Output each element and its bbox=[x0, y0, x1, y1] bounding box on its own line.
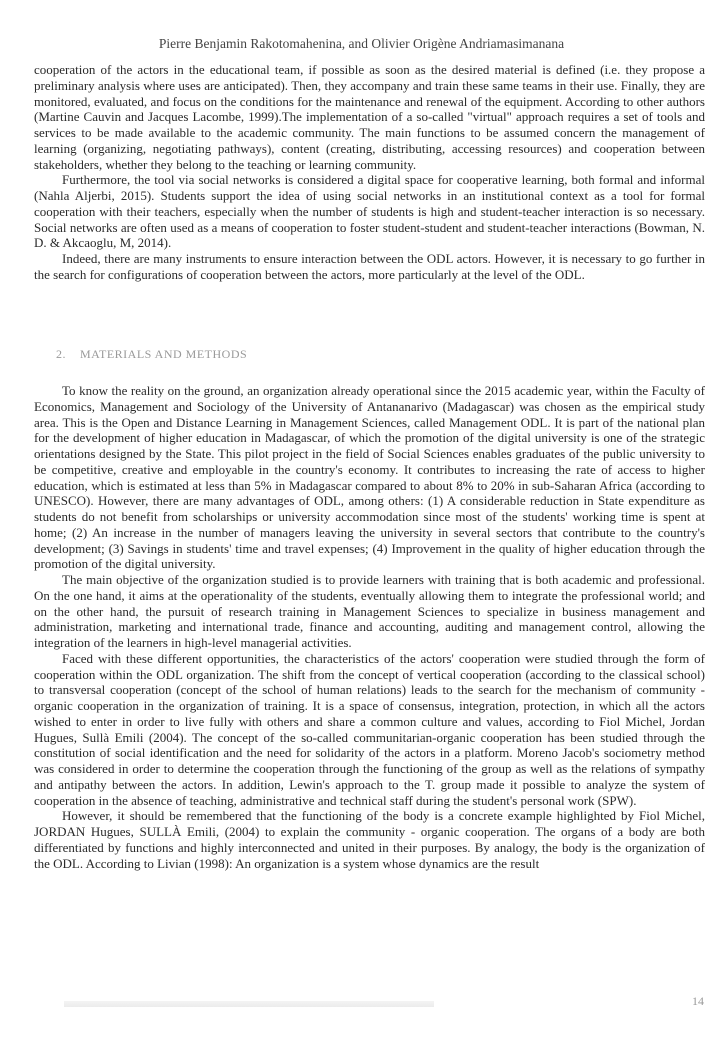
paragraph: Faced with these different opportunities, the characteristics of the actors' cooperation were studied through the form of cooperation within the ODL organization. The shift from the concept of vertical cooperation (according to the classical school) to transversal cooperation (concept of the school of human relations) leads to the search for the mechanism of community - organic cooperation in the organization of training. It is a space of consensus, integration, protection, in which all the actors wished to enter in order to live fully with others and share a common culture and values, according to Fiol Michel, Jordan Hugues, Sullà Emili (2004). The concept of the so-called communitarian-organic cooperation has been studied through the constitution of social identification and the need for solidarity of the actors in a platform. Moreno Jacob's sociometry method was considered in order to determine the cooperation through the functioning of the group as well as the relations of sympathy and antipathy between the actors. In addition, Lewin's approach to the T. group made it possible to analyze the system of cooperation in the absence of teaching, administrative and technical staff during the student's personal work (SPW). bbox=[34, 650, 705, 808]
paragraph: cooperation of the actors in the educational team, if possible as soon as the desired material is defined (i.e. they propose a preliminary analysis where uses are anticipated). Then, they accompany and train these same teams in their use. Finally, they are monitored, evaluated, and focus on the conditions for the maintenance and renewal of the equipment. According to other authors (Martine Cauvin and Jacques Lacombe, 1999).The implementation of a so-called "virtual" approach requires a set of tools and services to be made available to the academic community. The main functions to be assumed concern the management of learning (organizing, negotiating pathways), content (creating, distributing, accessing resources) and cooperation between stakeholders, whether they belong to the teaching or learning community. bbox=[34, 62, 705, 172]
section-text bbox=[34, 383, 705, 871]
section-heading bbox=[56, 347, 247, 362]
paragraph: Indeed, there are many instruments to ensure interaction between the ODL actors. However, it is necessary to go further in the search for configurations of cooperation between the actors, more particularly at the level of the ODL. bbox=[34, 251, 705, 282]
footer-faded-text bbox=[64, 1001, 434, 1007]
paragraph: However, it should be remembered that the functioning of the body is a concrete example highlighted by Fiol Michel, JORDAN Hugues, SULLÀ Emili, (2004) to explain the community - organic cooperation. The organs of a body are both differentiated by functions and highly interconnected and united in their purposes. By analogy, the body is the organization of the ODL. According to Livian (1998): An organization is a system whose dynamics are the result bbox=[34, 808, 705, 871]
paragraph: Furthermore, the tool via social networks is considered a digital space for cooperative learning, both formal and informal (Nahla Aljerbi, 2015). Students support the idea of using social networks in an institutional context as a tool for formal cooperation with their teachers, especially when the number of students is high and student-teacher interaction is so necessary. Social networks are often used as a means of cooperation to foster student-student and student-teacher interactions (Bowman, N. D. & Akcaoglu, M, 2014). bbox=[34, 172, 705, 251]
section-number: 2. bbox=[56, 347, 66, 361]
section-title: MATERIALS AND METHODS bbox=[80, 347, 248, 361]
page-number: 14 bbox=[692, 994, 704, 1008]
running-header: Pierre Benjamin Rakotomahenina, and Olivier Origène Andriamasimanana bbox=[158, 36, 565, 51]
paragraph: The main objective of the organization studied is to provide learners with training that is both academic and professional. On the one hand, it aims at the operationality of the students, eventually allowing them to integrate the professional world; and on the other hand, the pursuit of research training in Management Sciences to specialize in business management and administration, marketing and international trade, finance and accounting, auditing and management control, allowing the integration of the learners in high-level managerial activities. bbox=[34, 572, 705, 650]
paragraph: To know the reality on the ground, an organization already operational since the 2015 academic year, within the Faculty of Economics, Management and Sociology of the University of Antananarivo (Madagascar) was chosen as the empirical study area. This is the Open and Distance Learning in Management Sciences, called Management ODL. It is part of the national plan for the development of higher education in Madagascar, of which the promotion of the digital university is one of the strategic orientations designed by the State. This pilot project in the field of Social Sciences enables graduates of the public university to be competitive, creative and employable in the country's economy. It contributes to increasing the rate of access to higher education, which is estimated at less than 5% in Madagascar compared to about 8% to 20% in sub-Saharan Africa (according to UNESCO). However, there are many advantages of ODL, among others: (1) A considerable reduction in State expenditure as students do not benefit from scholarships or university accommodation since most of the students' working time is spent at home; (2) An increase in the number of managers leaving the university in several sectors that contribute to the country's development; (3) Savings in students' time and travel expenses; (4) Improvement in the quality of higher education through the promotion of the digital university. bbox=[34, 383, 705, 572]
intro-text bbox=[34, 62, 705, 283]
